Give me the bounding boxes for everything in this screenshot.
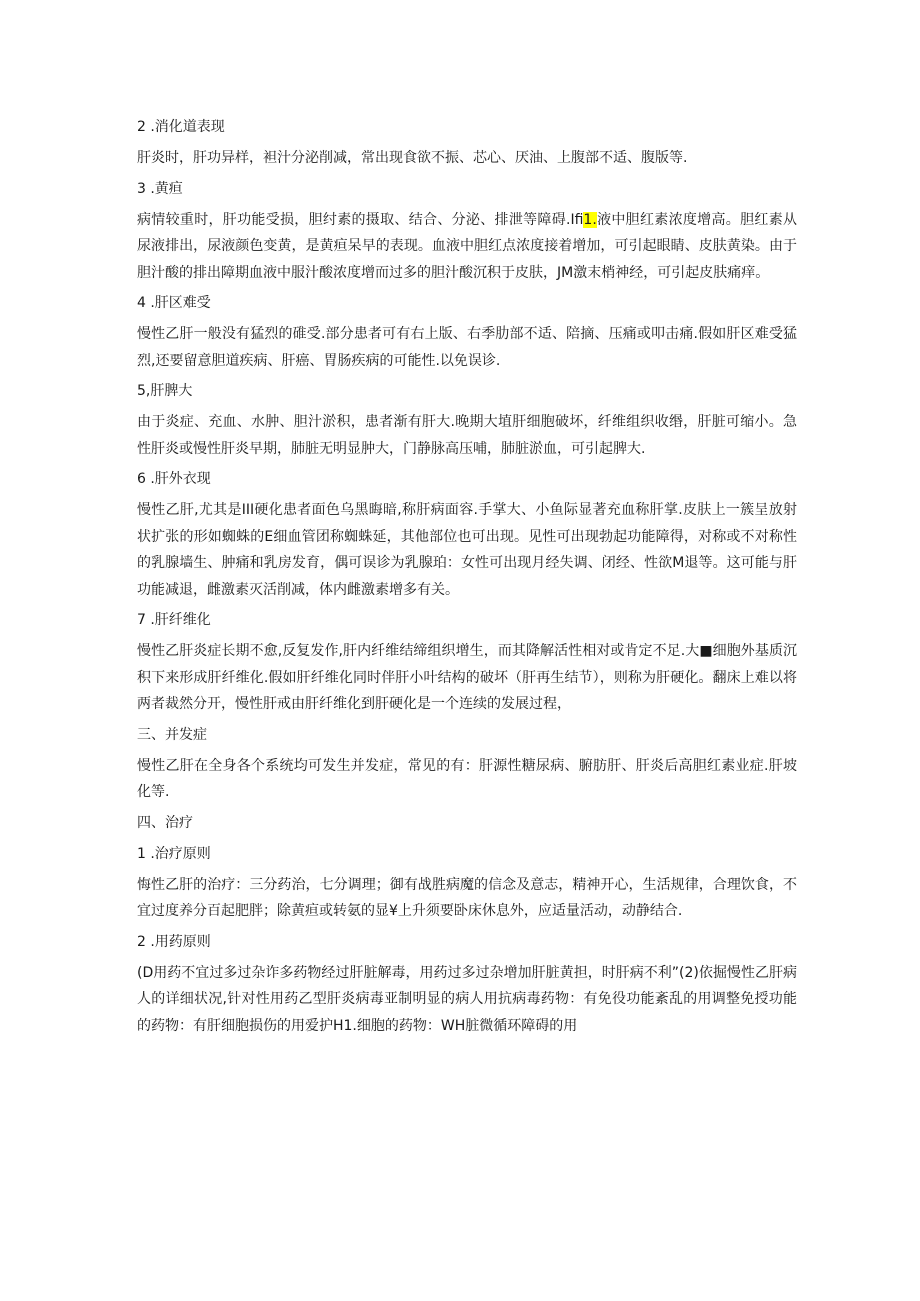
section-heading: 3 .黄疸	[137, 180, 183, 197]
paragraph	[137, 638, 797, 718]
section-heading: 5,肝脾大	[137, 383, 193, 399]
paragraph-line: 掘慢性乙肝病人的详细状况,针对性用药乙型肝炎病毒亚制明显的病人用抗病毒药物：有免役功	[137, 964, 797, 1007]
section-heading: 1 .治疗原则	[137, 845, 211, 862]
section-heading: 四、治疗	[137, 814, 193, 831]
paragraph-line: 梢神经，可引起皮肤痛痒。	[601, 264, 770, 281]
section-heading: 三、并发症	[137, 726, 207, 743]
paragraph-line: 肝炎时，肝功异样，袒汁分泌削减，常出现食欲不振、芯心、厌油、上腹部不适、腹版等.	[137, 150, 688, 166]
paragraph-line: 睛、皮肤黄染。由于胆汁酸的排出障期血液中服汁酸浓度增而过多的胆汁酸沉积于皮肤，JM激末	[137, 238, 798, 281]
paragraph	[137, 960, 797, 1040]
paragraph	[137, 321, 797, 374]
document-body	[137, 114, 797, 1043]
paragraph-line: 由于炎症、充血、水肿、胆汁淤积，患者渐有肝大.晚期大埴肝细胞破坏，纤维组织收缗，肝脏	[137, 414, 726, 430]
paragraph-line: 慢性乙肝在全身各个系统均可发生并发症，常见的有：肝源性糖尿病、腑肪肝、肝炎后高胆红素	[137, 757, 736, 774]
paragraph-line: 病情较重时，肝功能受损，胆纣素的摄取、结合、分泌、排泄等障碍.Ifi1.液中胆红素浓度增高。	[137, 211, 741, 228]
paragraph-line: 慢性乙肝,尤其是III硬化患者面色乌黑晦暗,称肝病面容.手掌大、小鱼际显著充血称肝掌.皮肤	[137, 502, 712, 518]
paragraph-line: 能障得，对称或不对称性的乳腺墙生、肿痛和乳房发育，偶可误诊为乳腺珀：女性可出现月经失	[137, 528, 798, 571]
paragraph-line: 能紊乱的用调整免授功能的药物：有肝细胞损伤的用爱护H1.细胞的药物：WH脏微循环障碍的用	[137, 991, 797, 1034]
section-heading: 2 .用药原则	[137, 933, 211, 950]
paragraph	[137, 409, 797, 462]
paragraph-line: 可缩小。急性肝炎或慢性肝炎早期，肺脏无明显肿大，门静脉高压哺，肺脏淤血，可引起脾大.	[137, 414, 798, 457]
section-heading: 4 .肝区难受	[137, 295, 211, 311]
paragraph-line: 业症.肝坡化等.	[137, 757, 798, 800]
paragraph-line: 慢性乙肝一般没有猛烈的碓受.部分患者可有右上版、右季肋部不适、陪摘、压痛或叩击痛.假如	[137, 326, 727, 342]
section-heading: 6 .肝外衣现	[137, 471, 211, 487]
highlighted-text: 1.	[583, 211, 597, 228]
paragraph	[137, 872, 797, 925]
paragraph	[137, 753, 797, 806]
paragraph-line: 悔性乙肝的治疗：三分药治，七分调理；御有战胜病魔的信念及意志，精神开心，生活规律，合	[137, 876, 727, 893]
paragraph-line: 肝区难受猛烈,还要留意胆道疾病、肝癌、胃肠疾病的可能性.以免误诊.	[137, 326, 797, 369]
paragraph-line: 细胞外基质沉积下来形成肝纤维化.假如肝纤维化同时伴肝小叶结构的破坏（肝再生结节），则称	[137, 643, 798, 686]
paragraph-line: 调、闭经、性欲M退等。这可能与肝功能减退，雌激素灭活削减，体内雌激素增多有关。	[137, 555, 797, 598]
paragraph-line: 理饮食，不宜过度养分百起肥胖；除黄疸或转氨的显¥上升须要卧床休息外，应适量活动，动静	[137, 876, 798, 919]
paragraph-line: 结合.	[649, 903, 683, 919]
paragraph-line: 为肝硬化。翻床上难以将两者裁然分开，慢性肝戒由肝纤维化到肝硬化是一个连续的发展过程，	[137, 669, 797, 712]
paragraph-line: (D用药不宜过多过杂诈多药物经过肝脏解毒，用药过多过杂增加肝脏黄担，时肝病不利”(2)依	[137, 964, 713, 981]
paragraph-line: 胆红素从尿液排出，尿液颜色变黄，是黄疸呆早的表现。血液中胆红点浓度接着增加，可引起眼	[137, 211, 797, 254]
paragraph	[137, 207, 797, 287]
paragraph-line: 慢性乙肝炎症长期不愈,反复发作,肝内纤维结缔组织增生，而其降解活性相对或肯定不足.大■	[137, 643, 713, 659]
paragraph-line: 上一簇呈放射状扩张的形如蜘蛛的E细血管团称蜘蛛延，其他部位也可出现。见性可出现勃起功	[137, 502, 798, 545]
section-heading: 2 .消化道表现	[137, 119, 225, 135]
paragraph	[137, 497, 797, 603]
paragraph	[137, 145, 797, 172]
section-heading: 7 .肝纤维化	[137, 612, 211, 628]
